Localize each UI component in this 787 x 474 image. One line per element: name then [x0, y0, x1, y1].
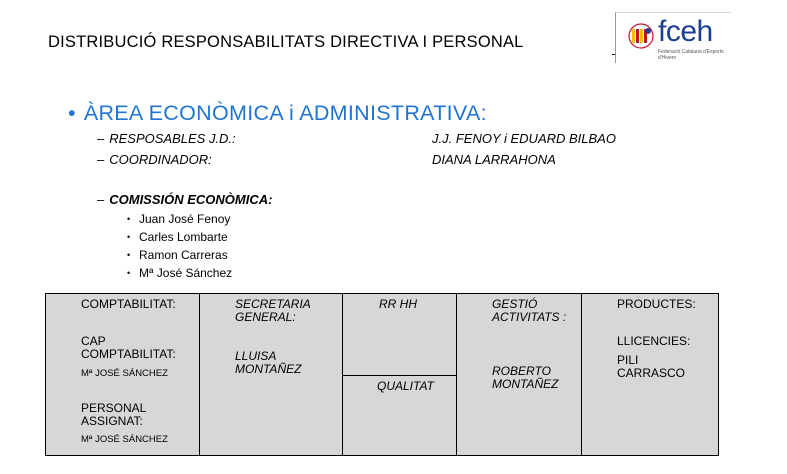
cap-comptabilitat-label: CAP COMPTABILITAT:: [81, 334, 176, 361]
personal-assignat-name: Mª JOSÉ SÁNCHEZ: [81, 434, 168, 445]
dash: –: [97, 152, 105, 167]
comissio-row: [97, 192, 272, 207]
list-item: [127, 211, 232, 229]
qualitat-label: QUALITAT: [377, 379, 434, 393]
heading-bullet: •: [68, 101, 76, 125]
responsables-value: J.J. FENOY i EDUARD BILBAO: [432, 131, 616, 146]
coordinador-value: DIANA LARRAHONA: [432, 152, 556, 167]
logo-wordmark: fceh: [658, 15, 713, 48]
comissio-label: COMISSIÓN ECONÒMICA:: [109, 192, 273, 207]
fceh-logo: [615, 12, 731, 63]
gestio-heading: GESTIÓ ACTIVITATS :: [492, 297, 567, 324]
list-bullet: •: [127, 214, 131, 224]
org-table: [45, 293, 719, 456]
rrhh-divider: [342, 375, 456, 376]
gestio-name: ROBERTO MONTAÑEZ: [492, 364, 559, 391]
slide-title: DISTRIBUCIÓ RESPONSABILITATS DIRECTIVA I PERSONAL: [48, 33, 524, 51]
member-name: Juan José Fenoy: [139, 212, 231, 226]
member-name: Mª José Sánchez: [139, 266, 233, 280]
responsables-row: [97, 131, 236, 146]
productes-name: PILI CARRASCO: [617, 353, 686, 380]
list-item: [127, 229, 232, 247]
rrhh-label: RR HH: [379, 297, 417, 311]
list-item: [127, 247, 232, 265]
dash: –: [97, 192, 105, 207]
productes-heading: PRODUCTES:: [617, 297, 696, 311]
member-name: Ramon Carreras: [139, 248, 228, 262]
list-bullet: •: [127, 232, 131, 242]
logo-subtitle: Federació Catalana d'Esports d'Hivern: [658, 49, 724, 61]
member-list: [127, 211, 232, 283]
heading-text: ÀREA ECONÒMICA i ADMINISTRATIVA:: [83, 101, 487, 125]
responsables-label: RESPOSABLES J.D.:: [109, 131, 236, 146]
section-heading: [68, 101, 487, 126]
member-name: Carles Lombarte: [139, 230, 228, 244]
cap-comptabilitat-name: Mª JOSÉ SÁNCHEZ: [81, 368, 168, 379]
coordinador-row: [97, 152, 212, 167]
fceh-emblem-icon: [628, 23, 654, 49]
list-bullet: •: [127, 250, 131, 260]
list-bullet: •: [127, 268, 131, 278]
personal-assignat-label: PERSONAL ASSIGNAT:: [81, 401, 146, 428]
list-item: [127, 265, 232, 283]
secretaria-name: LLUISA MONTAÑEZ: [235, 349, 302, 376]
secretaria-heading: SECRETARIA GENERAL:: [235, 297, 311, 324]
comptabilitat-heading: COMPTABILITAT:: [81, 297, 176, 311]
dash: –: [97, 131, 105, 146]
llicencies-label: LLICENCIES:: [617, 334, 691, 348]
coordinador-label: COORDINADOR:: [109, 152, 212, 167]
